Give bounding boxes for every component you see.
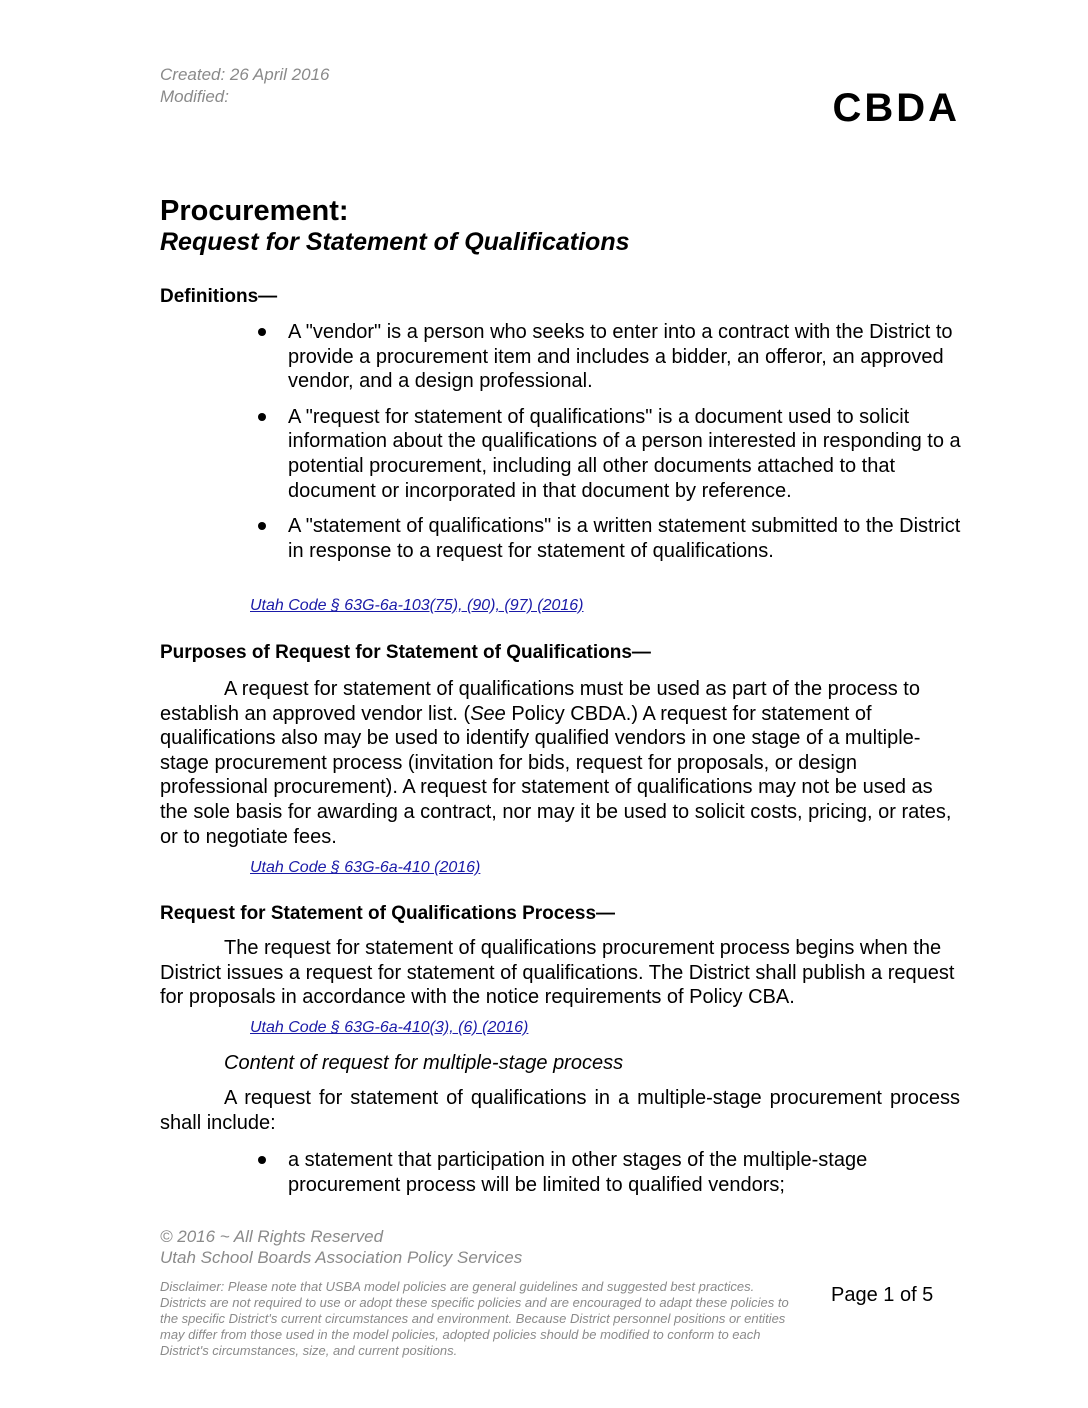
page-number: Page 1 of 5 <box>831 1284 934 1306</box>
content-subheading: Content of request for multiple-stage process <box>224 1052 624 1074</box>
bullet-icon <box>258 328 266 336</box>
purposes-text-end: Policy CBDA.) A request for statement of qualifications also may be used to identify qualified vendors in one stage of a multiple-stage procurement process (invitation for bids, request for proposals, or design professional procurement). A request for statement of qualifications may not be used as the sole basis for awarding a contract, nor may it be used to solicit costs, pricing, or rates, or to negotiate fees. <box>160 702 952 848</box>
page-subtitle: Request for Statement of Qualifications <box>160 228 630 256</box>
content-item-statement: a statement that participation in other stages of the multiple-stage procurement process will be limited to qualified vendors; <box>288 1149 868 1196</box>
bullet-icon <box>258 1156 266 1164</box>
list-item <box>256 1148 966 1197</box>
purposes-text-start: A request for statement of qualifications must be used as part of the process to establish an approved vendor list. ( <box>160 678 920 725</box>
policy-code: CBDA <box>832 86 960 130</box>
footer-copyright: © 2016 ~ All Rights Reserved <box>160 1227 384 1246</box>
definitions-heading: Definitions— <box>160 286 278 307</box>
process-paragraph: The request for statement of qualifications procurement process begins when the District issues a request for statement of qualifications. The District shall publish a request for proposals in accordance with the notice requirements of Policy CBA. <box>160 937 955 1009</box>
purposes-heading: Purposes of Request for Statement of Qualifications— <box>160 642 651 663</box>
list-item <box>256 514 966 563</box>
process-citation-link[interactable]: Utah Code § 63G-6a-410(3), (6) (2016) <box>250 1019 529 1036</box>
bullet-icon <box>258 522 266 530</box>
definition-vendor: A "vendor" is a person who seeks to enter into a contract with the District to provide a procurement item and includes a bidder, an offeror, an approved vendor, and a design professional. <box>288 321 953 393</box>
footer-organization: Utah School Boards Association Policy Services <box>160 1248 523 1267</box>
definitions-citation-link[interactable]: Utah Code § 63G-6a-103(75), (90), (97) (2016) <box>250 597 584 614</box>
purposes-citation-link[interactable]: Utah Code § 63G-6a-410 (2016) <box>250 859 481 876</box>
content-paragraph: A request for statement of qualifications in a multiple-stage procurement process shall include: <box>160 1087 960 1134</box>
definition-rsoq: A "request for statement of qualifications" is a document used to solicit information about the qualifications of a person interested in responding to a potential procurement, including all other documents attached to that document or incorporated in that document by reference. <box>288 405 961 502</box>
definitions-list <box>256 320 966 574</box>
process-heading: Request for Statement of Qualifications Process— <box>160 903 616 924</box>
see-word: See <box>470 702 506 725</box>
footer-disclaimer: Disclaimer: Please note that USBA model policies are general guidelines and suggested best practices. Districts are not required to use or adopt these specific policies and are encouraged to adapt these policies to the specific District's current circumstances and environment. Because District personnel positions or entities may differ from those used in the model policies, adopted policies should be modified to conform to each District's circumstances, size, and current positions. <box>160 1279 789 1358</box>
bullet-icon <box>258 413 266 421</box>
created-date: Created: 26 April 2016 <box>160 65 330 84</box>
definition-soq: A "statement of qualifications" is a written statement submitted to the District in response to a request for statement of qualifications. <box>288 515 961 562</box>
list-item <box>256 405 966 503</box>
list-item <box>256 320 966 394</box>
page-title: Procurement: <box>160 195 349 227</box>
modified-date: Modified: <box>160 87 229 106</box>
content-list <box>256 1148 966 1208</box>
purposes-paragraph <box>160 677 960 849</box>
